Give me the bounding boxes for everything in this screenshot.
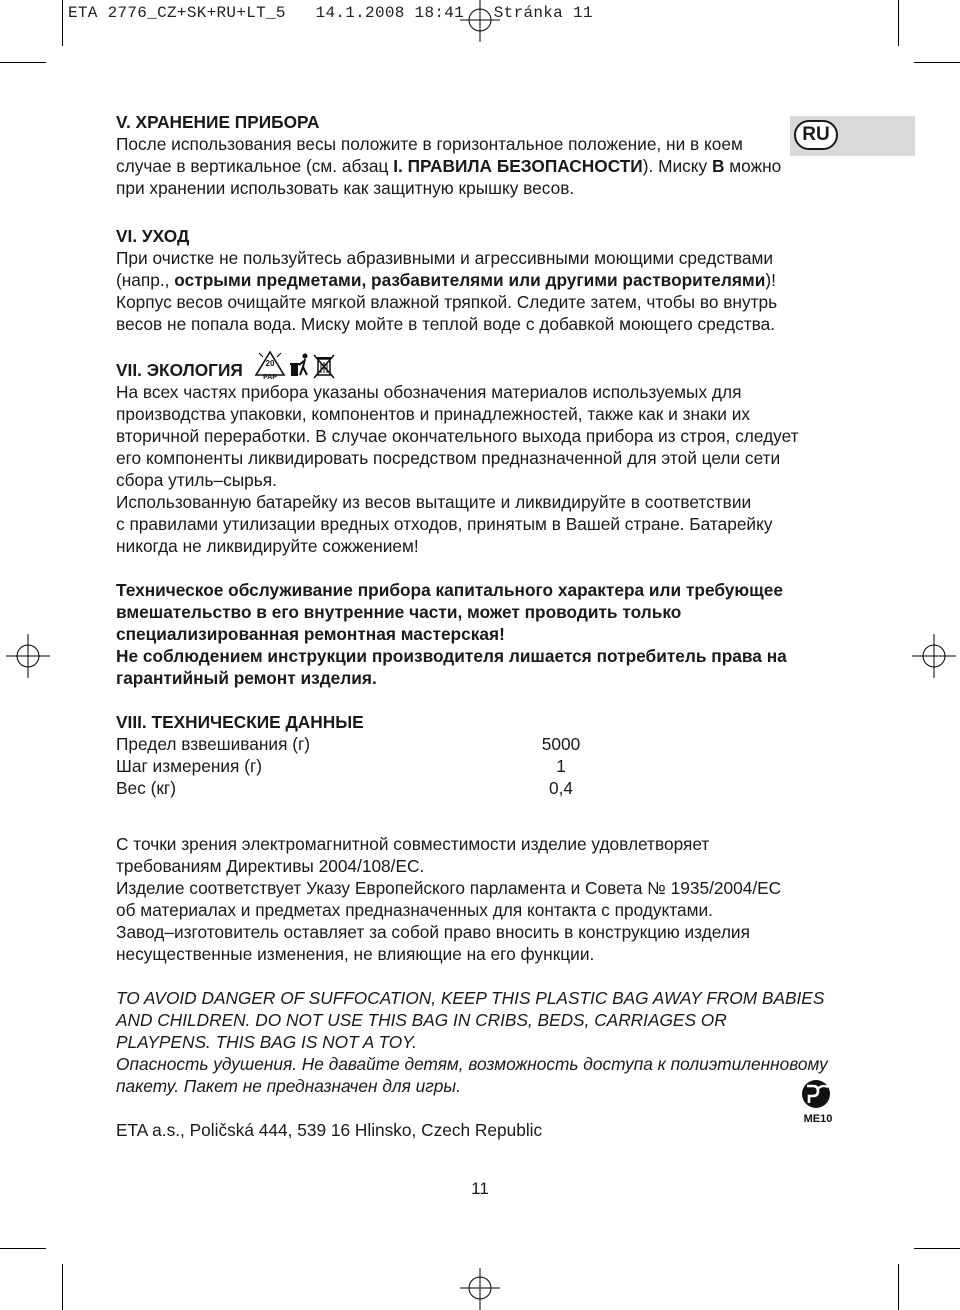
warranty-notice: Не соблюдением инструкции производителя лишается потребитель права на xyxy=(116,646,787,666)
ecology-text: его компоненты ликвидировать посредством предназначенной для этой цели сети xyxy=(116,448,781,468)
bag-warning: AND CHILDREN. DO NOT USE THIS BAG IN CRIBS, BEDS, CARRIAGES OR xyxy=(116,1010,727,1030)
page-number: 11 xyxy=(471,1179,489,1198)
pap-number: 20 xyxy=(265,359,275,368)
storage-text: После использования весы положите в горизонтальное положение, ни в коем xyxy=(116,134,743,154)
crop-mark xyxy=(898,1264,899,1310)
section-title-ecology: VII. ЭКОЛОГИЯ xyxy=(116,360,243,380)
care-text: Корпус весов очищайте мягкой влажной тряпкой. Следите затем, чтобы во внутрь xyxy=(116,292,778,312)
compliance-text: Завод–изготовитель оставляет за собой право вносить в конструкцию изделия xyxy=(116,922,750,942)
section-title-care: VI. УХОД xyxy=(116,226,190,246)
ecology-text: производства упаковки, компонентов и принадлежностей, также как и знаки их xyxy=(116,404,750,424)
print-header: ETA 2776_CZ+SK+RU+LT_5 14.1.2008 18:41 Stránka 11 xyxy=(68,4,593,22)
crop-mark xyxy=(0,62,46,63)
recycling-icons xyxy=(253,349,335,379)
service-notice: специализированная ремонтная мастерская! xyxy=(116,624,505,644)
bag-warning-ru: Опасность удушения. Не давайте детям, возможность доступа к полиэтиленновому xyxy=(116,1054,828,1074)
care-text: При очистке не пользуйтесь абразивными и агрессивными моющими средствами xyxy=(116,248,774,268)
compliance-text: Изделие соответствует Указу Европейского парламента и Совета № 1935/2004/ЕС xyxy=(116,878,782,898)
spec-row xyxy=(116,755,846,777)
ecology-text: сбора утиль–сырья. xyxy=(116,470,277,490)
care-text: весов не попала вода. Миску мойте в теплой воде с добавкой моющего средства. xyxy=(116,314,776,334)
crop-mark xyxy=(62,1264,63,1310)
spec-value: 1 xyxy=(556,756,566,776)
crossed-out-bin-icon xyxy=(313,353,335,379)
compliance-text: требованиям Директивы 2004/108/ЕС. xyxy=(116,856,425,876)
spec-row xyxy=(116,777,846,799)
spec-row xyxy=(116,733,846,755)
ecology-text: На всех частях прибора указаны обозначения материалов используемых для xyxy=(116,382,742,402)
crop-mark xyxy=(62,0,63,46)
registration-mark-right xyxy=(912,634,956,678)
compliance-text: об материалах и предметах предназначенных для контакта с продуктами. xyxy=(116,900,713,920)
manufacturer-address: ETA a.s., Poličská 444, 539 16 Hlinsko, Czech Republic xyxy=(116,1120,543,1140)
bag-warning: TO AVOID DANGER OF SUFFOCATION, KEEP THIS PLASTIC BAG AWAY FROM BABIES xyxy=(116,988,825,1008)
crop-mark xyxy=(914,62,960,63)
service-notice: вмешательство в его внутренние части, может проводить только xyxy=(116,602,682,622)
page-content xyxy=(116,111,846,1141)
registration-mark-top xyxy=(460,0,500,42)
spec-label: Шаг измерения (г) xyxy=(116,756,263,776)
crop-mark xyxy=(898,0,899,46)
cert-code: ME10 xyxy=(803,1113,833,1125)
bag-warning: PLAYPENS. THIS BAG IS NOT A TOY. xyxy=(116,1032,417,1052)
storage-text: случае в вертикальное (см. абзац I. ПРАВИЛА БЕЗОПАСНОСТИ). Миску В можно xyxy=(116,156,782,176)
spec-value: 5000 xyxy=(541,734,581,754)
storage-text: при хранении использовать как защитную крышку весов. xyxy=(116,178,575,198)
warranty-notice: гарантийный ремонт изделия. xyxy=(116,668,377,688)
spec-label: Предел взвешивания (г) xyxy=(116,734,311,754)
rst-certification-mark xyxy=(795,1076,841,1126)
crop-mark xyxy=(914,1248,960,1249)
language-badge: RU xyxy=(794,120,838,150)
ecology-text: Использованную батарейку из весов вытащите и ликвидируйте в соответствии xyxy=(116,492,752,512)
ecology-text: с правилами утилизации вредных отходов, принятым в Вашей стране. Батарейку xyxy=(116,514,773,534)
compliance-text: С точки зрения электромагнитной совместимости изделие удовлетворяет xyxy=(116,834,710,854)
recycle-pap-icon xyxy=(253,349,287,379)
bag-warning-ru: пакету. Пакет не предназначен для игры. xyxy=(116,1076,461,1096)
section-title-storage: V. ХРАНЕНИЕ ПРИБОРА xyxy=(116,112,320,132)
care-text: (напр., острыми предметами, разбавителями или другими растворителями)! xyxy=(116,270,776,290)
registration-mark-left xyxy=(6,634,50,678)
ecology-text: никогда не ликвидируйте сожжением! xyxy=(116,536,419,556)
spec-value: 0,4 xyxy=(548,778,574,798)
section-title-specs: VIII. ТЕХНИЧЕСКИЕ ДАННЫЕ xyxy=(116,712,364,732)
spec-label: Вес (кг) xyxy=(116,778,176,798)
compliance-text: несущественные изменения, не влияющие на его функции. xyxy=(116,944,595,964)
litter-bin-person-icon xyxy=(289,353,311,379)
crop-mark xyxy=(0,1248,46,1249)
service-notice: Техническое обслуживание прибора капитального характера или требующее xyxy=(116,580,783,600)
ecology-text: вторичной переработки. В случае окончательного выхода прибора из строя, следует xyxy=(116,426,799,446)
ecology-heading-row xyxy=(116,345,846,381)
pap-label: PAP xyxy=(262,374,277,379)
registration-mark-bottom xyxy=(460,1268,500,1310)
